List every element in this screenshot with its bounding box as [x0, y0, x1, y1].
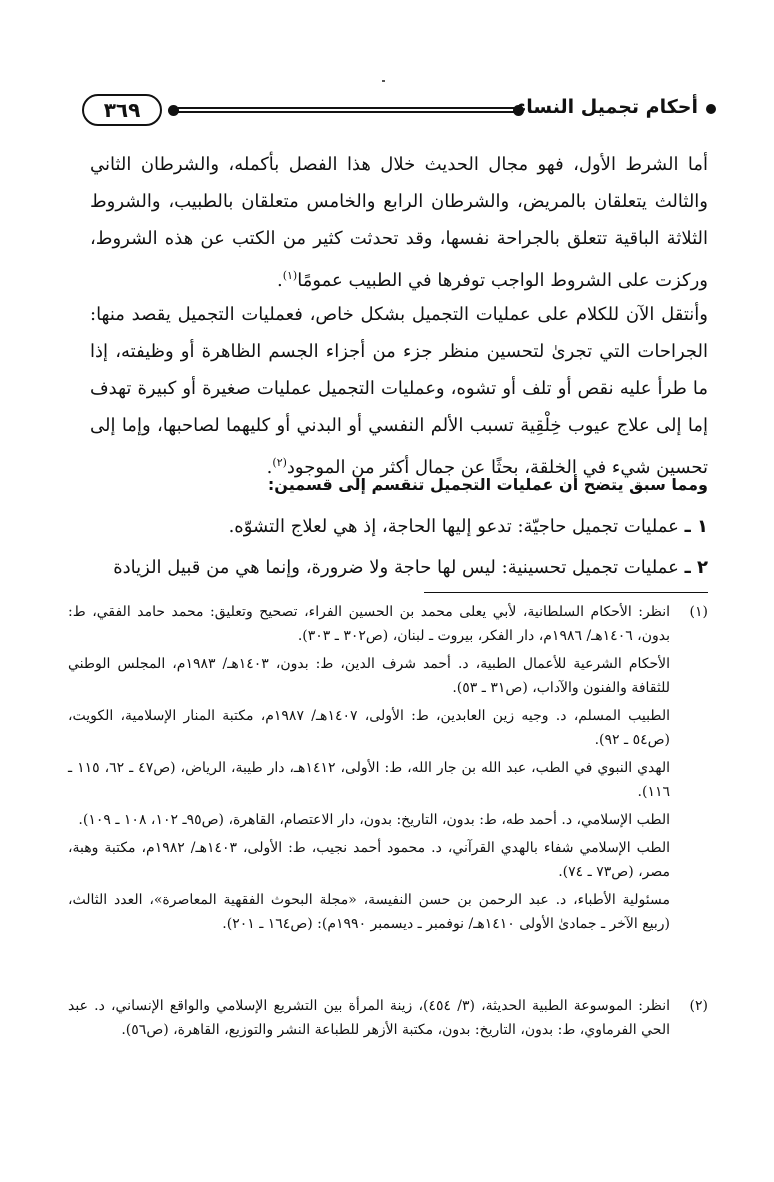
list-item-2-number: ٢ ـ: [684, 557, 708, 578]
footnote-1-body: [68, 600, 670, 936]
list-item-1-text: عمليات تجميل حاجيّة: تدعو إليها الحاجة، إذ هي لعلاج التشوّه.: [228, 516, 679, 537]
footnote-entry: الهدي النبوي في الطب، عبد الله بن جار الله، ط: الأولى، ١٤١٢هـ، دار طيبة، الرياض، (ص٤٧ ـ ٦٢، ١١٥ ـ ١١٦).: [68, 760, 670, 800]
paragraph-1-end: .: [276, 270, 283, 291]
paragraph-2-text: وأنتقل الآن للكلام على عمليات التجميل بشكل خاص، فعمليات التجميل يقصد منها: الجراحات التي تجرىٰ لتحسين منظر جزء من أجزاء الجسم الظاهرة أو وظيفته، إذا ما طرأ عليه نقص أو تلف أو تشوه، وعمليات التجميل عمليات صغيرة أو كبيرة تهدف إما إلى علاج عيوب خِلْقِية تسبب الألم النفسي أو البدني أو كليهما لصاحبها، وإما إلى تحسين شيء في الخلقة، بحثًا عن جمال أكثر من الموجود: [90, 304, 708, 478]
scan-speck: [382, 80, 385, 82]
footnote-entry: الطب الإسلامي، د. أحمد طه، ط: بدون، التاريخ: بدون، دار الاعتصام، القاهرة، (ص٩٥ـ ١٠٢، ١٠٨ ـ ١٠٩).: [78, 812, 670, 828]
title-bullet-icon: [706, 104, 716, 114]
running-title: أحكام تجميل النساء: [516, 96, 698, 118]
paragraph-1-text: أما الشرط الأول، فهو مجال الحديث خلال هذا الفصل بأكمله، والشرطان الثاني والثالث يتعلقان بالمريض، والشرطان الرابع والخامس متعلقان بالطبيب، والشروط الثلاثة الباقية تتعلق بالجراحة نفسها، وقد تحدثت كثير من الكتب عن هذه الشروط، وركزت على الشروط الواجب توفرها في الطبيب عمومًا: [90, 154, 708, 291]
list-item-1: [90, 510, 708, 544]
footnote-2-mark: (٢): [689, 998, 708, 1014]
footnote-entry: الطب الإسلامي شفاء بالهدي القرآني، د. محمود أحمد نجيب، ط: الأولى، ١٤٠٣هـ/ ١٩٨٢م، مكتبة وهبة، مصر، (ص٧٣ ـ ٧٤).: [68, 840, 671, 880]
footnote-1: [68, 600, 708, 940]
paragraph-2: [90, 296, 708, 486]
paragraph-1: [90, 146, 708, 299]
footnote-ref-1: (١): [282, 269, 298, 282]
paragraph-2-end: .: [266, 457, 273, 478]
list-item-2-text: عمليات تجميل تحسينية: ليس لها حاجة ولا ضرورة، وإنما هي من قبيل الزيادة: [113, 557, 679, 578]
footnote-1-mark: (١): [689, 604, 708, 620]
header-rule: [178, 107, 516, 113]
footnote-separator: [424, 592, 708, 593]
footnote-entry: الأحكام الشرعية للأعمال الطبية، د. أحمد شرف الدين، ط: بدون، ١٤٠٣هـ/ ١٩٨٣م، المجلس الوطني للثقافة والفنون والآداب، (ص٣١ ـ ٥٣).: [68, 656, 671, 696]
footnote-2-body: [68, 994, 670, 1042]
footnote-entry: انظر: الأحكام السلطانية، لأبي يعلى محمد بن الحسين الفراء، تصحيح وتعليق: محمد حامد الفقي، ط: بدون، ١٤٠٦هـ/ ١٩٨٦م، دار الفكر، بيروت ـ لبنان، (ص٣٠٢ ـ ٣٠٣).: [68, 604, 670, 644]
footnote-entry: الطبيب المسلم، د. وجيه زين العابدين، ط: الأولى، ١٤٠٧هـ/ ١٩٨٧م، مكتبة المنار الإسلامية، الكويت، (ص٥٤ ـ ٩٢).: [68, 708, 670, 748]
footnote-entry: مسئولية الأطباء، د. عبد الرحمن بن حسن النفيسة، «مجلة البحوث الفقهية المعاصرة»، العدد الثالث، (ربيع الآخر ـ جمادىٰ الأولى ١٤١٠هـ/ نوفمبر ـ ديسمبر ١٩٩٠م): (ص١٦٤ ـ ٢٠١).: [68, 892, 670, 932]
page-header: [82, 92, 716, 132]
footnote-entry: انظر: الموسوعة الطبية الحديثة، (٣/ ٤٥٤)، زينة المرأة بين التشريع الإسلامي والواقع الإنساني، د. عبد الحي الفرماوي، ط: بدون، التاريخ: بدون، مكتبة الأزهر للطباعة النشر والتوزيع، القاهرة، (ص٥٦).: [68, 998, 671, 1038]
page-number: ٣٦٩: [82, 94, 162, 126]
footnote-2: [68, 994, 708, 1046]
list-item-1-number: ١ ـ: [684, 516, 708, 537]
list-item-2: [90, 551, 708, 585]
footnote-ref-2: (٢): [272, 456, 287, 469]
section-heading: ومما سبق يتضح أن عمليات التجميل تنقسم إلى قسمين:: [267, 475, 708, 494]
